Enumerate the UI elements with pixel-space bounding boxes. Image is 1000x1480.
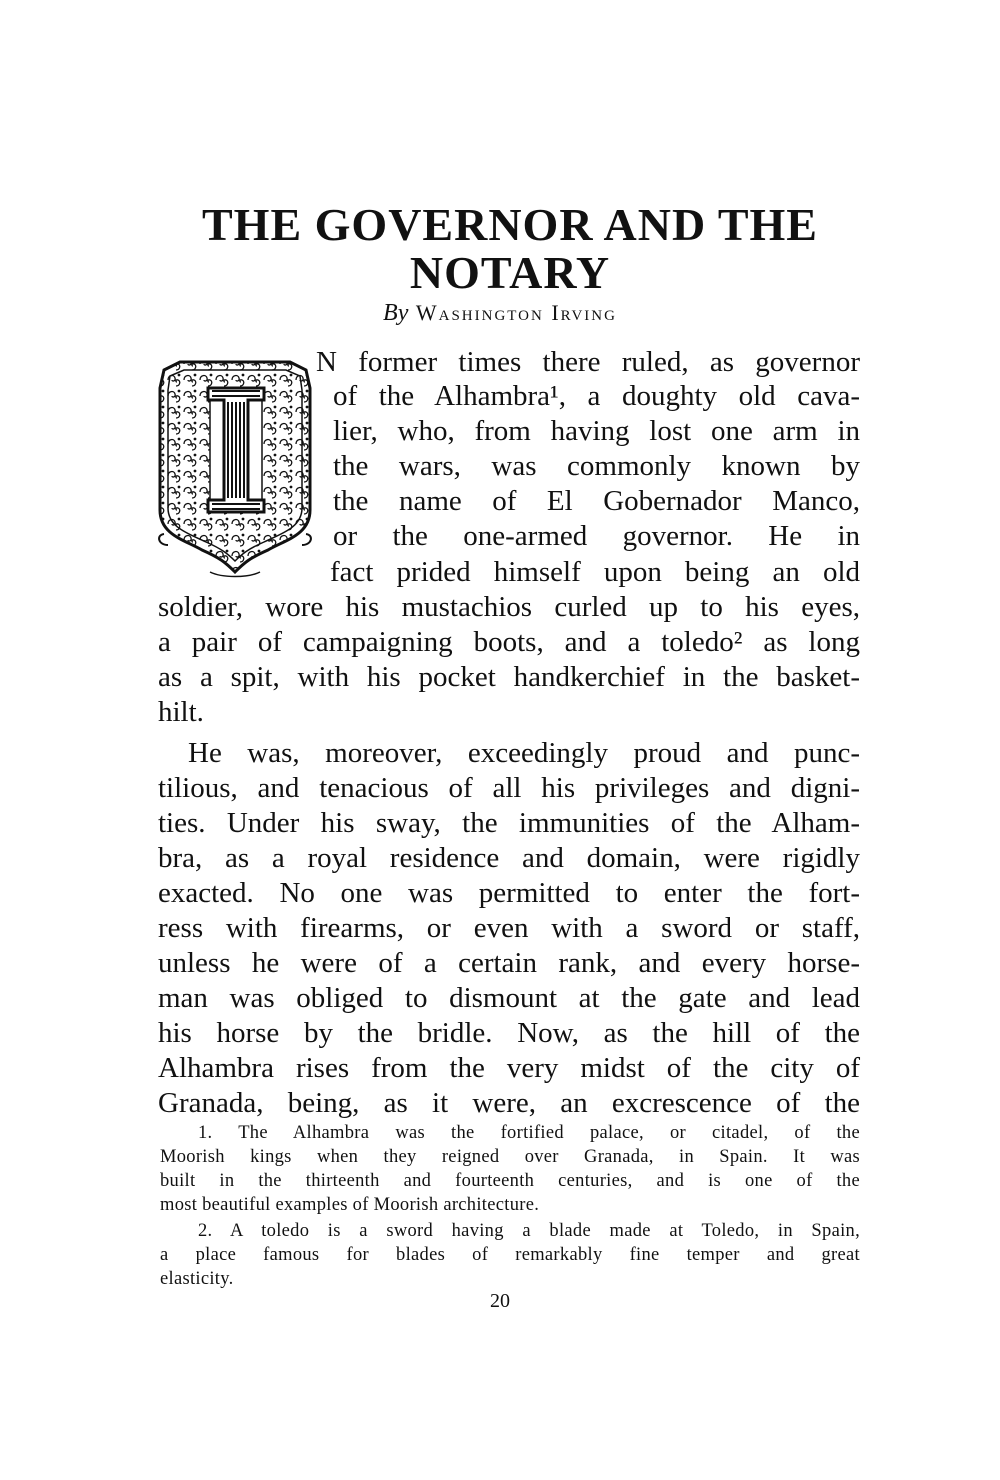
article-title-line-2: NOTARY [409,247,611,298]
body-line-21: Alhambra rises from the very midst of the city of [158,1052,860,1084]
dropcap-ornament-icon [150,340,320,590]
body-line-14: ties. Under his sway, the immunities of the Alham- [158,807,860,839]
body-line-5: the name of El Gobernador Manco, [333,485,860,517]
footnote-1-line-1: 1. The Alhambra was the fortified palace, or citadel, of the [198,1123,860,1143]
byline [0,300,1000,327]
body-line-7: fact prided himself upon being an old [330,556,860,588]
body-line-22: Granada, being, as it were, an excrescence of the [158,1087,860,1119]
body-line-16: exacted. No one was permitted to enter the fort- [158,877,860,909]
body-line-11: hilt. [158,696,204,728]
body-line-10: as a spit, with his pocket handkerchief in the basket- [158,661,860,693]
ornamental-dropcap [150,340,320,590]
body-line-3: lier, who, from having lost one arm in [333,415,860,447]
body-line-4: the wars, was commonly known by [333,450,860,482]
body-line-6: or the one-armed governor. He in [333,520,860,552]
body-line-1: N former times there ruled, as governor [316,346,860,378]
page-number: 20 [490,1290,510,1312]
footnote-1-line-4: most beautiful examples of Moorish architecture. [160,1195,540,1215]
article-title-line-1: THE GOVERNOR AND THE [202,199,818,250]
footnote-2-line-2: a place famous for blades of remarkably fine temper and great [160,1245,860,1265]
byline-author: Washington Irving [415,300,617,325]
footnote-1-line-2: Moorish kings when they reigned over Granada, in Spain. It was [160,1147,860,1167]
footnote-2-line-1: 2. A toledo is a sword having a blade made at Toledo, in Spain, [198,1221,860,1241]
footnote-2-line-3: elasticity. [160,1269,234,1289]
body-line-20: his horse by the bridle. Now, as the hill of the [158,1017,860,1049]
body-line-2: of the Alhambra¹, a doughty old cava- [333,380,860,412]
body-line-9: a pair of campaigning boots, and a toledo² as long [158,626,860,658]
body-line-12: He was, moreover, exceedingly proud and punc- [188,737,860,769]
body-line-19: man was obliged to dismount at the gate and lead [158,982,860,1014]
body-line-8: soldier, wore his mustachios curled up to his eyes, [158,591,860,623]
byline-by: By [383,300,409,326]
body-line-15: bra, as a royal residence and domain, were rigidly [158,842,860,874]
body-line-17: ress with firearms, or even with a sword or staff, [158,912,860,944]
body-line-18: unless he were of a certain rank, and every horse- [158,947,860,979]
body-line-13: tilious, and tenacious of all his privileges and digni- [158,772,860,804]
footnote-1-line-3: built in the thirteenth and fourteenth centuries, and is one of the [160,1171,860,1191]
